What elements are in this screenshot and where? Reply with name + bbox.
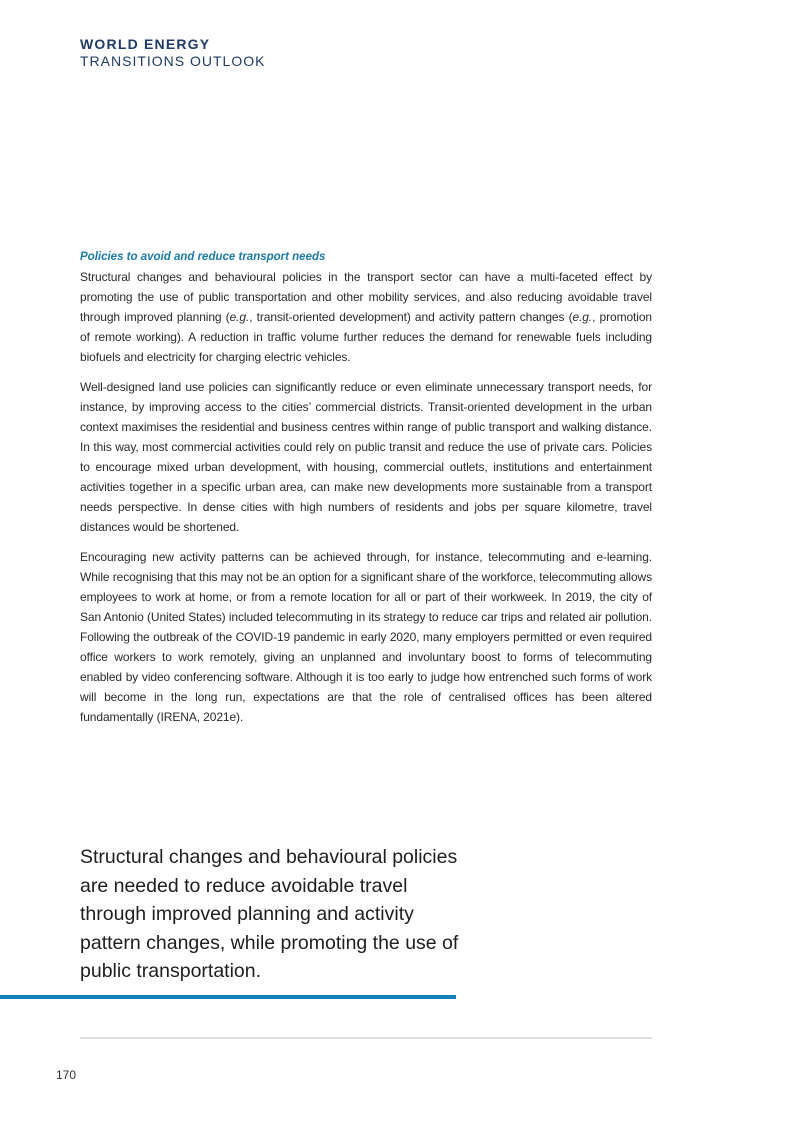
report-header: [80, 36, 265, 70]
paragraph-3: Encouraging new activity patterns can be achieved through, for instance, telecommuting and e-learning. While recognising that this may not be an option for a significant share of the workforce, telecommuting allows employees to work at home, or from a remote location for all or part of their workweek. In 2019, the city of San Antonio (United States) included telecommuting in its strategy to reduce car trips and related air pollution. Following the outbreak of the COVID-19 pandemic in early 2020, many employers permitted or even required office workers to work remotely, giving an unplanned and involuntary boost to forms of telecommuting enabled by video conferencing software. Although it is too early to judge how entrenched such forms of work will become in the long run, expectations are that the role of centralised offices has been altered fundamentally (IRENA, 2021e).: [80, 550, 652, 724]
paragraph-1-eg-2: e.g.: [572, 310, 593, 324]
paragraph-1-part-1: Structural changes and behavioural policies in the transport sector can have a multi-faceted effect by promoting the use of public transportation and other mobility services, and also reducing avoidable travel through improved planning (: [80, 270, 652, 324]
pull-quote-accent-bar: [0, 995, 456, 999]
page-number: 170: [56, 1068, 77, 1082]
section-heading: Policies to avoid and reduce transport needs: [80, 251, 326, 263]
paragraph-2: Well-designed land use policies can significantly reduce or even eliminate unnecessary transport needs, for instance, by improving access to the cities’ commercial districts. Transit-oriented development in the urban context maximises the residential and business centres within range of public transport and walking distance. In this way, most commercial activities could rely on public transit and reduce the use of private cars. Policies to encourage mixed urban development, with housing, commercial outlets, institutions and entertainment activities together in a specific urban area, can make new developments more sustainable from a transport needs perspective. In dense cities with high numbers of residents and jobs per square kilometre, travel distances would be shortened.: [80, 380, 652, 534]
footer-divider: [80, 1037, 652, 1039]
paragraph-1-part-2: , transit-oriented development) and activity pattern changes (: [249, 310, 573, 324]
report-subtitle: TRANSITIONS OUTLOOK: [80, 53, 266, 69]
section-body: [80, 249, 652, 737]
paragraph-1-eg-1: e.g.: [229, 310, 250, 324]
pull-quote: Structural changes and behavioural policies are needed to reduce avoidable travel through improved planning and activity pattern changes, while promoting the use of public transportation.: [80, 846, 459, 982]
paragraph-1: [80, 267, 652, 367]
paragraph-1-part-3: , promotion of remote working). A reduction in traffic volume further reduces the demand for renewable fuels including biofuels and electricity for charging electric vehicles.: [80, 310, 653, 364]
report-title: WORLD ENERGY: [80, 36, 211, 52]
